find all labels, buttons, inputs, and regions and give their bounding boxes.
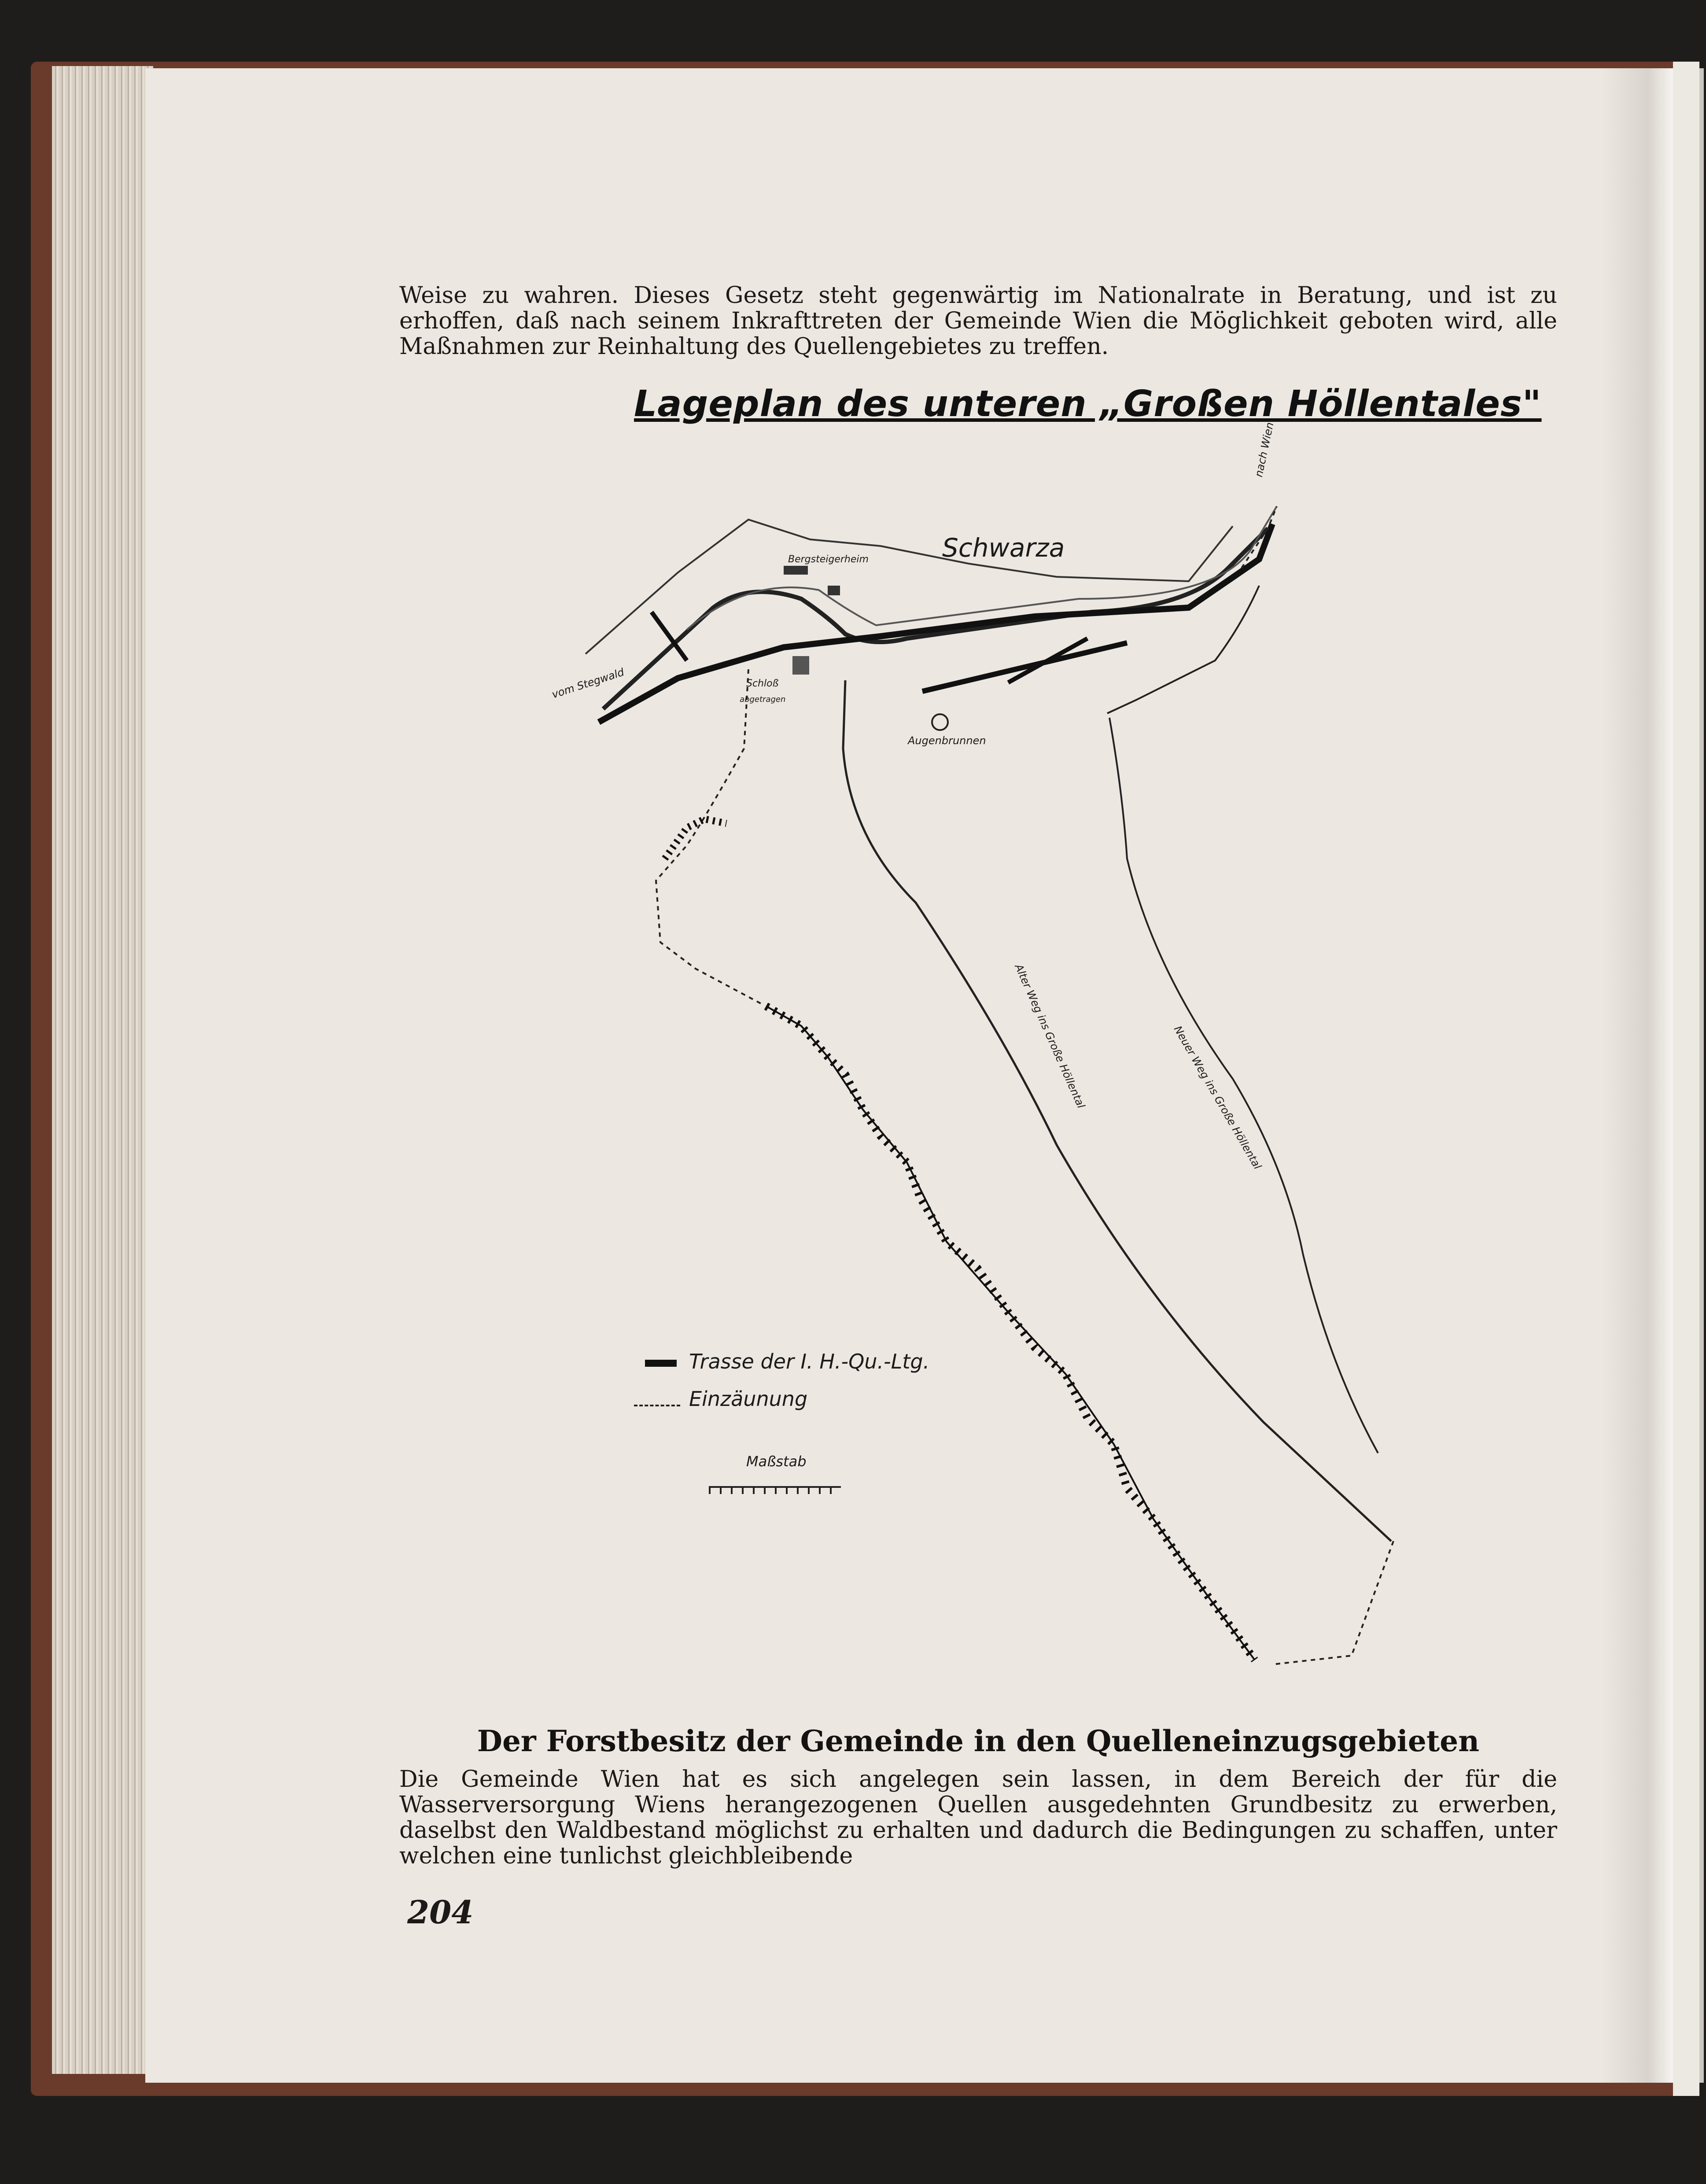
legend-trasse-label: Trasse der I. H.-Qu.-Ltg. [689, 1350, 930, 1373]
page-number: 204 [407, 1893, 474, 1931]
legend-trasse-swatch [645, 1360, 677, 1367]
scale-label: Maßstab [746, 1453, 807, 1470]
legend-fence-swatch [634, 1405, 680, 1406]
site-map [542, 379, 1422, 1682]
label-augenbrunnen: Augenbrunnen [908, 734, 986, 747]
label-schwarza: Schwarza [942, 533, 1065, 563]
label-vom-stegwald: vom Stegwald [550, 666, 626, 701]
river-schwarza [687, 506, 1277, 630]
bergsteigerheim-building [784, 566, 808, 575]
label-schloss-note: abgetragen [740, 695, 786, 704]
augenbrunnen-marker [932, 714, 948, 730]
label-bergsteigerheim: Bergsteigerheim [788, 554, 869, 565]
page-edges [52, 66, 153, 2074]
new-path [1107, 586, 1378, 1453]
valley-road [603, 528, 1268, 709]
building-2 [828, 586, 840, 595]
label-alter-weg: Alter Weg ins Große Höllental [1012, 962, 1087, 1110]
label-neuer-weg: Neuer Weg ins Große Höllental [1171, 1024, 1264, 1172]
schloss-building [792, 656, 809, 675]
pipeline-route [599, 524, 1272, 722]
scale-bar [709, 1486, 841, 1494]
page-rim [1673, 62, 1699, 2096]
map-title: Lageplan des unteren „Großen Höllentales" [634, 383, 1542, 425]
legend-fence-label: Einzäunung [689, 1387, 808, 1411]
section-title: Der Forstbesitz der Gemeinde in den Quelleneinzugsgebieten [477, 1723, 1480, 1758]
pipeline-spur [1008, 638, 1087, 682]
old-path-inner [847, 680, 1395, 1538]
old-path [843, 680, 1391, 1541]
cliff-hatching [766, 1006, 1255, 1660]
intro-paragraph: Weise zu wahren. Dieses Gesetz steht gegenwärtig im Nationalrate in Beratung, und ist zu erhoffen, daß nach seinem Inkrafttreten der Gemeinde Wien die Möglichkeit geboten wird, alle Maßnahmen zur Reinhaltung des Quellengebietes zu treffen. [399, 282, 1557, 360]
label-nach-wien: nach Wien [1253, 421, 1276, 478]
pipeline-branch [922, 643, 1127, 691]
body-paragraph: Die Gemeinde Wien hat es sich angelegen sein lassen, in dem Bereich der für die Wasserversorgung Wiens herangezogenen Quellen ausgedehnten Grundbesitz zu erwerben, daselbst den Waldbestand möglichst zu erhalten und dadurch die Bedingungen zu schaffen, unter welchen eine tunlichst gleichbleibende [399, 1766, 1557, 1869]
label-schloss: Schloß [746, 678, 779, 689]
rock-patch [665, 819, 726, 859]
